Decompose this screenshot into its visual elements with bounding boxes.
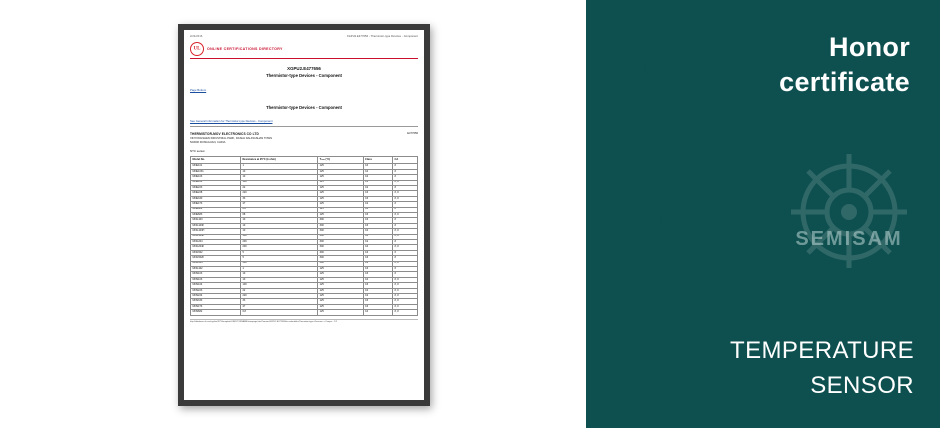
cell-tmax: 125 xyxy=(318,299,363,304)
cell-ca: # xyxy=(393,239,418,244)
company-address-line1: XINYONGSHEN INDUSTRIAL PARK, DASHA DALINGSHAN TOWN xyxy=(190,137,273,141)
certificate-code: XGPU2.E477656 xyxy=(287,66,321,71)
cell-model: MNE473 xyxy=(191,202,241,207)
cell-class: C3 xyxy=(363,191,393,196)
certificate-subtitle: Thermistor-type Devices - Component xyxy=(266,73,342,78)
cell-class: C3 xyxy=(363,283,393,288)
cell-class: C3 xyxy=(363,218,393,223)
cell-model: MNG204F xyxy=(191,245,241,250)
cell-class: C3 xyxy=(363,304,393,309)
cell-resistance: 68 xyxy=(240,212,317,217)
cell-resistance: 1 xyxy=(240,267,317,272)
cell-class: C2 xyxy=(363,294,393,299)
page-bottom-link[interactable]: Page Bottom xyxy=(190,88,207,92)
cell-resistance: 33 xyxy=(240,196,317,201)
document-header xyxy=(190,35,418,38)
cell-class: C4 xyxy=(363,277,393,282)
cell-resistance: 10 xyxy=(240,277,317,282)
cell-tmax: 125 xyxy=(318,175,363,180)
cell-tmax: 125 xyxy=(318,267,363,272)
cell-ca: #, # xyxy=(393,277,418,282)
cell-model: MNG502F xyxy=(191,256,241,261)
cell-resistance: 6.8 xyxy=(240,207,317,212)
cell-tmax: 125 xyxy=(318,180,363,185)
cell-tmax: 125 xyxy=(318,277,363,282)
section-title: Thermistor-type Devices - Component xyxy=(266,105,342,110)
cell-model: MNE1031 xyxy=(191,169,241,174)
cell-ca: # xyxy=(393,272,418,277)
cell-model: MNG103 xyxy=(191,218,241,223)
file-number: E477656 xyxy=(407,132,418,135)
cell-tmax: 125 xyxy=(318,304,363,309)
cell-resistance: 33 xyxy=(240,299,317,304)
header-date: 2/24/2016 xyxy=(190,35,203,38)
cell-resistance: 10 xyxy=(240,175,317,180)
cell-class: C3 xyxy=(363,212,393,217)
series-label: NTC series: xyxy=(190,149,206,154)
cell-tmax: 300 xyxy=(318,245,363,250)
cell-ca: #, # xyxy=(393,261,418,266)
cell-model: MNG502 xyxy=(191,250,241,255)
document-footer: http://database.ul.com/cgi-bin/XYV/template/LISEXT/1FRAME/showpage.html?name=XGPU2.E477656&ccnshorttitle=Thermistor-type+Devices+-+Compo... 1/2 xyxy=(190,319,418,324)
column-header-class: Class xyxy=(363,157,393,164)
cell-ca: # xyxy=(393,175,418,180)
watermark-text: SEMISAM xyxy=(795,228,903,250)
cell-ca: #, # xyxy=(393,283,418,288)
cell-class: C4 xyxy=(363,234,393,239)
cell-model: MNG103H xyxy=(191,229,241,234)
cell-ca: # xyxy=(393,169,418,174)
cell-model: MNE101 xyxy=(191,164,241,169)
cell-resistance: 5 xyxy=(240,250,317,255)
cell-ca: # xyxy=(393,185,418,190)
cell-ca: #, # xyxy=(393,294,418,299)
panel-title xyxy=(779,30,910,99)
teal-curve-mask xyxy=(586,0,662,428)
cell-tmax: 300 xyxy=(318,261,363,266)
cell-tmax: 125 xyxy=(318,169,363,174)
cell-ca: #, # xyxy=(393,288,418,293)
cell-tmax: 125 xyxy=(318,294,363,299)
cell-class: C4 xyxy=(363,229,393,234)
cell-model: MNE682 xyxy=(191,207,241,212)
cell-class: C4 xyxy=(363,310,393,315)
cell-resistance: 10 xyxy=(240,218,317,223)
cell-class: C3 xyxy=(363,299,393,304)
cell-ca: # xyxy=(393,164,418,169)
cell-tmax: 300 xyxy=(318,250,363,255)
cell-tmax: 125 xyxy=(318,288,363,293)
cell-tmax: 125 xyxy=(318,207,363,212)
cell-resistance: 100 xyxy=(240,283,317,288)
document-frame xyxy=(178,24,430,406)
specification-table xyxy=(190,156,418,315)
cell-resistance: 5 xyxy=(240,256,317,261)
panel-title-line1: Honor xyxy=(829,32,910,62)
cell-model: MNS333 xyxy=(191,299,241,304)
cell-resistance: 47 xyxy=(240,304,317,309)
table-body xyxy=(191,164,418,315)
cell-tmax: 125 xyxy=(318,272,363,277)
cell-tmax: 125 xyxy=(318,185,363,190)
cell-resistance: 10 xyxy=(240,272,317,277)
cell-tmax: 125 xyxy=(318,191,363,196)
column-header-ca: CA xyxy=(393,157,418,164)
cell-tmax: 300 xyxy=(318,256,363,261)
cell-class: C4 xyxy=(363,169,393,174)
cell-tmax: 300 xyxy=(318,229,363,234)
panel-caption-line1: TEMPERATURE xyxy=(730,337,914,365)
company-name: THERMISTOR-MOV ELECTRONICS CO LTD xyxy=(190,132,259,136)
cell-resistance: 200 xyxy=(240,245,317,250)
cell-resistance: 100 xyxy=(240,180,317,185)
cell-resistance: 500 xyxy=(240,261,317,266)
cell-ca: # xyxy=(393,207,418,212)
cell-class: C4 xyxy=(363,175,393,180)
cell-resistance: 47 xyxy=(240,202,317,207)
cell-class: C3 xyxy=(363,180,393,185)
cell-model: MNS103 xyxy=(191,272,241,277)
section-divider xyxy=(190,126,418,127)
cell-class: C3 xyxy=(363,223,393,228)
cell-model: MNS103 xyxy=(191,277,241,282)
cell-model: MNS104 xyxy=(191,283,241,288)
column-header-resistance: Resistance at 25°C (k ohm) xyxy=(240,157,317,164)
cell-ca: # xyxy=(393,218,418,223)
cell-model: MNE103 xyxy=(191,175,241,180)
header-divider xyxy=(190,58,418,59)
cell-class: C2 xyxy=(363,239,393,244)
cell-resistance: 220 xyxy=(240,294,317,299)
cell-model: MNS224 xyxy=(191,294,241,299)
column-header-model: Model No. xyxy=(191,157,241,164)
cell-resistance: 10 xyxy=(240,169,317,174)
cell-ca: # xyxy=(393,256,418,261)
cell-tmax: 125 xyxy=(318,202,363,207)
cell-ca: #, # xyxy=(393,229,418,234)
promo-panel xyxy=(586,0,940,428)
cell-resistance: 10 xyxy=(240,229,317,234)
document-page xyxy=(184,30,424,400)
cell-ca: # xyxy=(393,267,418,272)
cell-ca: # xyxy=(393,223,418,228)
cell-ca: #, # xyxy=(393,212,418,217)
cell-ca: #, # xyxy=(393,180,418,185)
cell-resistance: 1 xyxy=(240,164,317,169)
ship-wheel-icon xyxy=(754,150,940,270)
panel-caption xyxy=(730,334,914,404)
ul-directory-title: ONLINE CERTIFICATIONS DIRECTORY xyxy=(207,47,283,51)
cell-tmax: 300 xyxy=(318,223,363,228)
cell-tmax: 300 xyxy=(318,239,363,244)
cell-resistance: 10 xyxy=(240,223,317,228)
cell-tmax: 125 xyxy=(318,283,363,288)
cell-model: MNS223 xyxy=(191,288,241,293)
cell-class: C3 xyxy=(363,267,393,272)
cell-ca: #, # xyxy=(393,299,418,304)
cell-model: MNS473 xyxy=(191,304,241,309)
cell-resistance: 100 xyxy=(240,234,317,239)
cell-model: MNS682 xyxy=(191,310,241,315)
ul-logo-icon xyxy=(190,42,204,56)
company-block xyxy=(190,132,418,144)
header-title: XGPU2.E477656 - Thermistor-type Devices - Component xyxy=(346,35,418,38)
cell-class: C3 xyxy=(363,272,393,277)
cell-resistance: 6.8 xyxy=(240,310,317,315)
cell-class: C4 xyxy=(363,164,393,169)
cell-ca: #, # xyxy=(393,304,418,309)
cell-model: MNE104 xyxy=(191,180,241,185)
cell-ca: #, # xyxy=(393,310,418,315)
cell-resistance: 220 xyxy=(240,191,317,196)
cell-model: MNG104F xyxy=(191,234,241,239)
cell-model: MNE228 xyxy=(191,191,241,196)
cell-ca: #, # xyxy=(393,234,418,239)
cell-class: C3 xyxy=(363,256,393,261)
cell-ca: #, # xyxy=(393,245,418,250)
cell-class: C4 xyxy=(363,207,393,212)
cell-tmax: 125 xyxy=(318,164,363,169)
cell-resistance: 22 xyxy=(240,185,317,190)
cell-ca: #, # xyxy=(393,191,418,196)
cell-tmax: 125 xyxy=(318,310,363,315)
cell-model: MNG204 xyxy=(191,239,241,244)
ul-directory-header xyxy=(190,42,418,56)
column-header-tmax: Tₘₐₓ (°C) xyxy=(318,157,363,164)
cell-class: C4 xyxy=(363,288,393,293)
cell-tmax: 300 xyxy=(318,234,363,239)
cell-class: C3 xyxy=(363,250,393,255)
table-header-row xyxy=(191,157,418,164)
general-information-link[interactable]: See General Information for Thermistor-type Devices - Component xyxy=(190,119,273,123)
cell-class: C2 xyxy=(363,261,393,266)
cell-class: C2 xyxy=(363,185,393,190)
cell-model: MNG504 xyxy=(191,261,241,266)
cell-class: C3 xyxy=(363,196,393,201)
cell-ca: #, # xyxy=(393,196,418,201)
cell-model: MNG102 xyxy=(191,267,241,272)
cell-model: MNE683 xyxy=(191,212,241,217)
cell-model: MNE330 xyxy=(191,196,241,201)
cell-resistance: 200 xyxy=(240,239,317,244)
cell-tmax: 125 xyxy=(318,212,363,217)
cell-ca: # xyxy=(393,202,418,207)
cell-model: MNG103F xyxy=(191,223,241,228)
cell-class: C4 xyxy=(363,245,393,250)
cell-tmax: 300 xyxy=(318,218,363,223)
cell-resistance: 22 xyxy=(240,288,317,293)
cell-ca: # xyxy=(393,250,418,255)
cell-class: C2 xyxy=(363,202,393,207)
panel-title-line2: certificate xyxy=(779,66,910,97)
company-address-line2: 523000 DONGGUAN, CHINA xyxy=(190,141,226,145)
cell-tmax: 125 xyxy=(318,196,363,201)
panel-caption-line2: SENSOR xyxy=(810,372,914,400)
table-row xyxy=(191,310,418,315)
cell-model: MNE223 xyxy=(191,185,241,190)
